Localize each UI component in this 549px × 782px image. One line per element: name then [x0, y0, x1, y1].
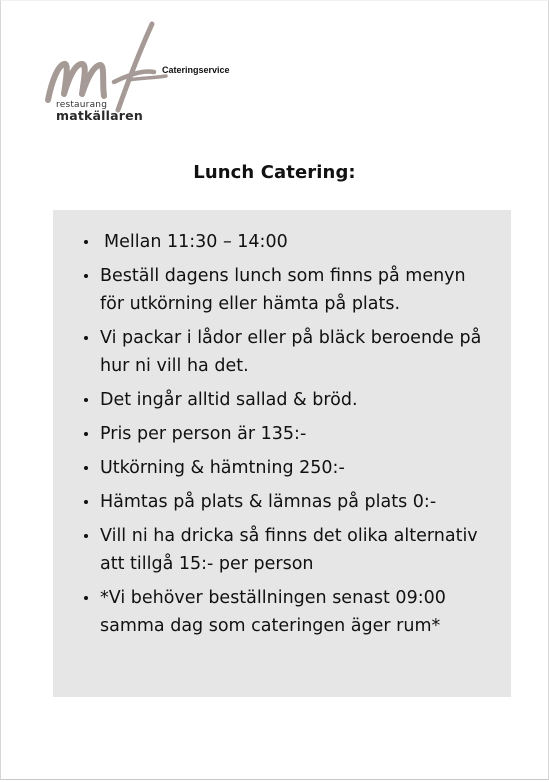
catering-info-list	[53, 228, 511, 646]
list-item-text: Utkörning & hämtning 250:-	[100, 458, 345, 478]
catering-info-box	[53, 210, 511, 697]
list-item	[53, 488, 511, 516]
list-item-text: Beställ dagens lunch som finns på menyn för utkörning eller hämta på plats.	[100, 266, 466, 314]
logo-subtitle: restaurang	[56, 100, 108, 110]
logo-name: matkällaren	[56, 108, 143, 123]
bullet-icon	[84, 336, 88, 340]
bullet-icon	[84, 466, 88, 470]
list-item	[53, 386, 511, 414]
bullet-icon	[84, 432, 88, 436]
bullet-icon	[84, 398, 88, 402]
page-title: Lunch Catering:	[193, 162, 356, 183]
list-item-text: *Vi behöver beställningen senast 09:00 samma dag som cateringen äger rum*	[100, 588, 446, 636]
list-item	[53, 262, 511, 318]
list-item	[53, 454, 511, 482]
list-item	[53, 420, 511, 448]
restaurant-logo	[44, 20, 244, 125]
bullet-icon	[84, 500, 88, 504]
list-item-text: Hämtas på plats & lämnas på plats 0:-	[100, 492, 437, 512]
bullet-icon	[84, 534, 88, 538]
list-item-text: Det ingår alltid sallad & bröd.	[100, 390, 358, 410]
list-item	[53, 522, 511, 578]
list-item	[53, 584, 511, 640]
list-item	[53, 324, 511, 380]
bullet-icon	[84, 240, 88, 244]
bullet-icon	[84, 596, 88, 600]
list-item	[53, 228, 511, 256]
logo-tagline: Cateringservice	[162, 65, 230, 75]
bullet-icon	[84, 274, 88, 278]
list-item-text: Vi packar i lådor eller på bläck beroende på hur ni vill ha det.	[100, 328, 482, 376]
list-item-text: Vill ni ha dricka så finns det olika alternativ att tillgå 15:- per person	[100, 526, 478, 574]
list-item-text: Pris per person är 135:-	[100, 424, 307, 444]
list-item-text: Mellan 11:30 – 14:00	[104, 232, 288, 252]
